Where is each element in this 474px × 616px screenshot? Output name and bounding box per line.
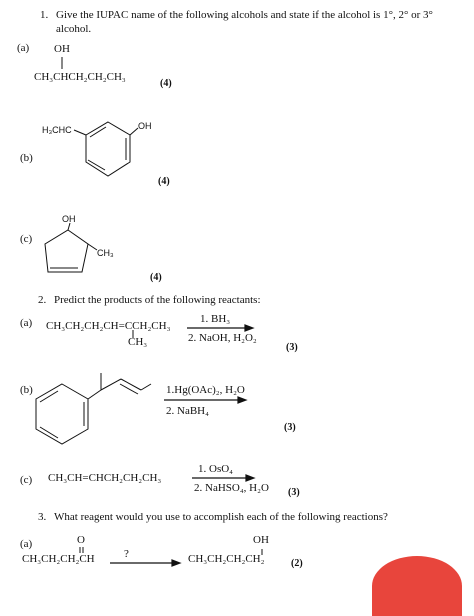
q1c-methyl: CH₃ [97,248,114,258]
q3a-oh: OH [253,534,269,546]
q2a-branch: CH₃ [128,336,148,348]
q1-text-line2: alcohol. [56,23,92,35]
q1c-cyclopentene-ring [45,230,88,272]
q2b-label: (b) [20,384,33,396]
q1c-methyl-bond [88,244,97,250]
q2a-reactant: CH₃CH₂CH₂CH=CCH₂CH₃ [46,320,171,332]
q1c-oh: OH [62,214,76,224]
q3a-product: CH₃CH₂CH₂CH₂ [188,553,265,565]
q1a-chain: CH₃CHCH₂CH₂CH₃ [34,71,126,83]
q2c-reactant: CH₃CH=CHCH₂CH₂CH₃ [48,472,162,484]
q3a-reactant: CH₃CH₂CH₂CH [22,553,95,565]
q1b-oh: OH [138,121,152,131]
q2b-benzene-ring [36,384,88,444]
q2-number: 2. [38,294,47,306]
q2b-reagent1: 1.Hg(OAc)₂, H₂O [166,384,245,396]
q1a-oh: OH [54,43,70,55]
q2c-label: (c) [20,474,33,486]
q2a-reagent2: 2. NaOH, H₂O₂ [188,332,257,344]
q1b-label: (b) [20,152,33,164]
q2b-reagent2: 2. NaBH₄ [166,405,209,417]
q1a-marks: (4) [160,78,172,89]
q2a-reagent1: 1. BH₃ [200,313,231,325]
q2a-label: (a) [20,317,33,329]
q1b-substituent-bond [74,130,86,135]
red-corner-shape [372,556,462,616]
q2a-marks: (3) [286,342,298,353]
q2b-side-chain [88,390,101,399]
q1b-oh-bond [130,128,138,135]
q3a-question: ? [124,548,129,560]
q1-number: 1. [40,9,49,21]
q2c-reagent1: 1. OsO₄ [198,463,234,475]
q1c-oh-bond [68,223,70,230]
q3-number: 3. [38,511,47,523]
q3a-carbonyl-o: O [77,534,85,546]
q2c-marks: (3) [288,487,300,498]
q3-text: What reagent would you use to accomplish each of the following reactions? [54,511,388,523]
q3a-label: (a) [20,538,33,550]
q1b-benzene-ring [86,122,130,176]
q2c-reagent2: 2. NaHSO₄, H₂O [194,482,269,494]
q1b-marks: (4) [158,176,170,187]
q1a-label: (a) [17,42,30,54]
q1c-marks: (4) [150,272,162,283]
q3a-marks: (2) [291,558,303,569]
q1c-label: (c) [20,233,33,245]
q2-text: Predict the products of the following reactants: [54,294,261,306]
q1-text-line1: Give the IUPAC name of the following alcohols and state if the alcohol is 1°, 2° or 3° [56,9,433,21]
q1b-substituent: H₃CHC [42,125,72,135]
q2b-marks: (3) [284,422,296,433]
